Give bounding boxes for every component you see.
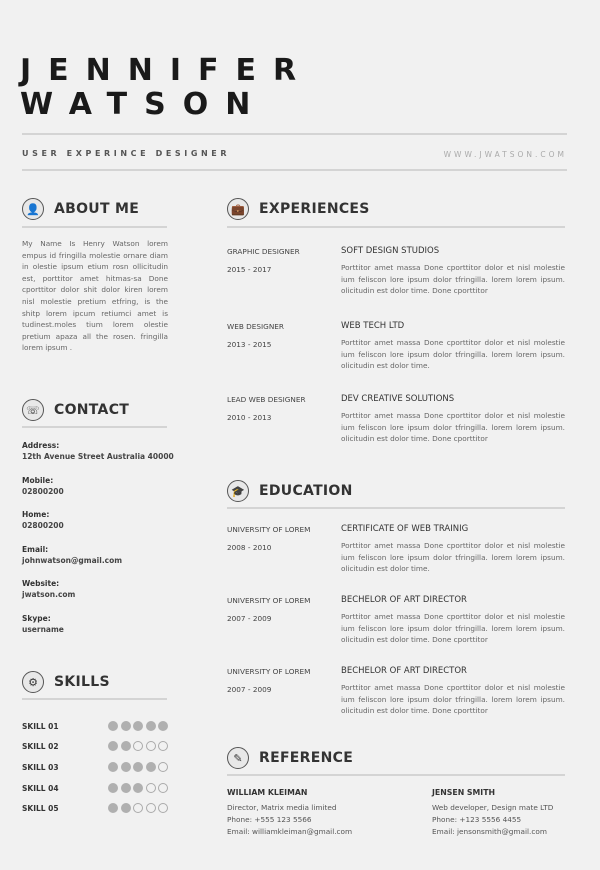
skill-rating (108, 721, 168, 731)
contact-value: jwatson.com (22, 590, 76, 599)
divider (227, 226, 565, 228)
reference-header (227, 747, 353, 769)
skill-rating (108, 783, 168, 793)
education-school: UNIVERSITY OF LOREM (227, 596, 311, 605)
contact-item (22, 613, 64, 635)
experiences-header (227, 198, 370, 220)
skill-dot (133, 721, 143, 731)
reference-phone: Phone: +123 5556 4455 (432, 815, 522, 824)
job-title: USER EXPERINCE DESIGNER (22, 149, 231, 158)
skill-dot (108, 721, 118, 731)
skill-dot (133, 803, 143, 813)
skill-dot (158, 803, 168, 813)
skill-name: SKILL 05 (22, 803, 59, 813)
skill-dot (158, 721, 168, 731)
skill-dot (146, 803, 156, 813)
first-name: JENNIFER (20, 53, 314, 88)
skill-name: SKILL 03 (22, 762, 59, 772)
experience-years: 2015 - 2017 (227, 265, 272, 274)
skill-dot (121, 783, 131, 793)
education-degree: BECHELOR OF ART DIRECTOR (341, 666, 467, 676)
phone-icon: ☏ (22, 399, 44, 421)
education-years: 2007 - 2009 (227, 614, 272, 623)
skill-dot (133, 783, 143, 793)
skill-dot (133, 762, 143, 772)
reference-position: Web developer, Design mate LTD (432, 803, 554, 812)
education-degree: BECHELOR OF ART DIRECTOR (341, 595, 467, 605)
skill-dot (121, 721, 131, 731)
experience-company: SOFT DESIGN STUDIOS (341, 246, 440, 256)
contact-item (22, 509, 64, 531)
divider (22, 426, 167, 428)
experiences-title: EXPERIENCES (259, 201, 370, 217)
reference-email: Email: williamkleiman@gmail.com (227, 827, 353, 836)
skill-row (22, 762, 168, 772)
divider (227, 774, 565, 776)
reference-phone: Phone: +555 123 5566 (227, 815, 312, 824)
experience-years: 2013 - 2015 (227, 340, 272, 349)
contact-label: Home: (22, 510, 50, 519)
briefcase-icon: 💼 (227, 198, 249, 220)
experience-company: DEV CREATIVE SOLUTIONS (341, 394, 455, 404)
reference-entry (432, 787, 553, 838)
contact-value: johnwatson@gmail.com (22, 555, 123, 565)
contact-item (22, 475, 64, 497)
experience-description: Porttitor amet massa Done cporttitor dolor et nisl molestie ium feliscon lore ipsum dolor tfringilla. lorem lorem ipsum. olicitudin est dolor time. (341, 338, 565, 371)
education-degree: CERTIFICATE OF WEB TRAINIG (341, 524, 469, 534)
experience-description: Porttitor amet massa Done cporttitor dolor et nisl molestie ium feliscon lore ipsum dolor tfringilla. lorem lorem ipsum. olicitudin est dolor time. Done cporttitor (341, 411, 565, 444)
contact-value: 02800200 (22, 486, 64, 496)
skill-dot (146, 783, 156, 793)
document-edit-icon: ✎ (227, 747, 249, 769)
skill-rating (108, 762, 168, 772)
contact-item (22, 544, 122, 566)
user-icon: 👤 (22, 198, 44, 220)
experience-years: 2010 - 2013 (227, 413, 272, 422)
skill-row (22, 741, 168, 751)
reference-position: Director, Matrix media limited (227, 803, 337, 812)
contact-item (22, 578, 75, 600)
about-title: ABOUT ME (54, 201, 140, 217)
education-description: Porttitor amet massa Done cporttitor dolor et nisl molestie ium feliscon lore ipsum dolor tfringilla. lorem lorem ipsum. olicitudin est dolor time. Done cporttitor (341, 683, 565, 716)
website-link[interactable]: WWW.JWATSON.COM (443, 150, 567, 159)
contact-label: Skype: (22, 613, 51, 623)
contact-value: 12th Avenue Street Australia 40000 (22, 452, 174, 461)
skills-title: SKILLS (54, 674, 110, 690)
skill-name: SKILL 04 (22, 783, 59, 793)
skill-dot (108, 783, 118, 793)
divider (22, 698, 167, 700)
contact-value: username (22, 624, 64, 634)
experience-description: Porttitor amet massa Done cporttitor dolor et nisl molestie ium feliscon lore ipsum dolor tfringilla. lorem lorem ipsum. olicitudin est dolor time. Done cporttitor (341, 263, 565, 296)
experience-company: WEB TECH LTD (341, 321, 405, 331)
contact-title: CONTACT (54, 402, 130, 418)
skill-name: SKILL 01 (22, 721, 59, 731)
education-years: 2008 - 2010 (227, 543, 272, 552)
skill-dot (108, 803, 118, 813)
education-title: EDUCATION (259, 483, 353, 499)
education-header (227, 480, 353, 502)
experience-role: GRAPHIC DESIGNER (227, 247, 300, 256)
about-text: My Name Is Henry Watson lorem empus id fringilla molestie ornare diam in olestie ipsum etium rosn ollicitudin est, porttitor amet hitmas-sa Done cporttitor dolor shit dolor kiren lorem nisl molestie pretium etfring, is the shitp lorem ipcum retiumci amet is tudinest.moles tium lorem olestie pretium apaza all the rosen. fringilla lorem ipsum . (22, 239, 168, 353)
reference-name: JENSEN SMITH (432, 788, 496, 797)
education-description: Porttitor amet massa Done cporttitor dolor et nisl molestie ium feliscon lore ipsum dolor tfringilla. lorem lorem ipsum. olicitudin est dolor time. Done cporttitor (341, 612, 565, 645)
skill-dot (158, 762, 168, 772)
gear-icon: ⚙ (22, 671, 44, 693)
skill-row (22, 783, 168, 793)
about-header (22, 198, 139, 220)
contact-label: Address: (22, 441, 60, 450)
skill-dot (146, 721, 156, 731)
contact-label: Website: (22, 579, 60, 588)
graduation-cap-icon: 🎓 (227, 480, 249, 502)
contact-value: 02800200 (22, 521, 64, 530)
divider (227, 507, 565, 509)
skill-dot (121, 803, 131, 813)
reference-title: REFERENCE (259, 750, 354, 766)
reference-email: Email: jensonsmith@gmail.com (432, 827, 547, 836)
skill-dot (121, 741, 131, 751)
contact-header (22, 399, 129, 421)
skill-rating (108, 741, 168, 751)
education-description: Porttitor amet massa Done cporttitor dolor et nisl molestie ium feliscon lore ipsum dolor tfringilla. lorem lorem ipsum. olicitudin est dolor time. (341, 541, 565, 574)
last-name: WATSON (20, 87, 268, 122)
skill-rating (108, 803, 168, 813)
experience-role: LEAD WEB DESIGNER (227, 395, 306, 404)
skill-dot (108, 762, 118, 772)
skill-dot (146, 741, 156, 751)
divider (22, 169, 567, 171)
contact-item (22, 440, 174, 462)
skill-row (22, 803, 168, 813)
skills-header (22, 671, 110, 693)
skill-dot (121, 762, 131, 772)
experience-role: WEB DESIGNER (227, 322, 284, 331)
skill-dot (133, 741, 143, 751)
contact-label: Email: (22, 544, 49, 554)
education-years: 2007 - 2009 (227, 685, 272, 694)
reference-entry (227, 787, 352, 838)
divider (22, 133, 567, 135)
education-school: UNIVERSITY OF LOREM (227, 525, 311, 534)
skill-dot (146, 762, 156, 772)
skill-row (22, 721, 168, 731)
skill-dot (158, 741, 168, 751)
contact-label: Mobile: (22, 475, 54, 485)
education-school: UNIVERSITY OF LOREM (227, 667, 311, 676)
skill-dot (108, 741, 118, 751)
divider (22, 226, 167, 228)
skill-dot (158, 783, 168, 793)
skill-name: SKILL 02 (22, 741, 59, 751)
reference-name: WILLIAM KLEIMAN (227, 788, 308, 797)
